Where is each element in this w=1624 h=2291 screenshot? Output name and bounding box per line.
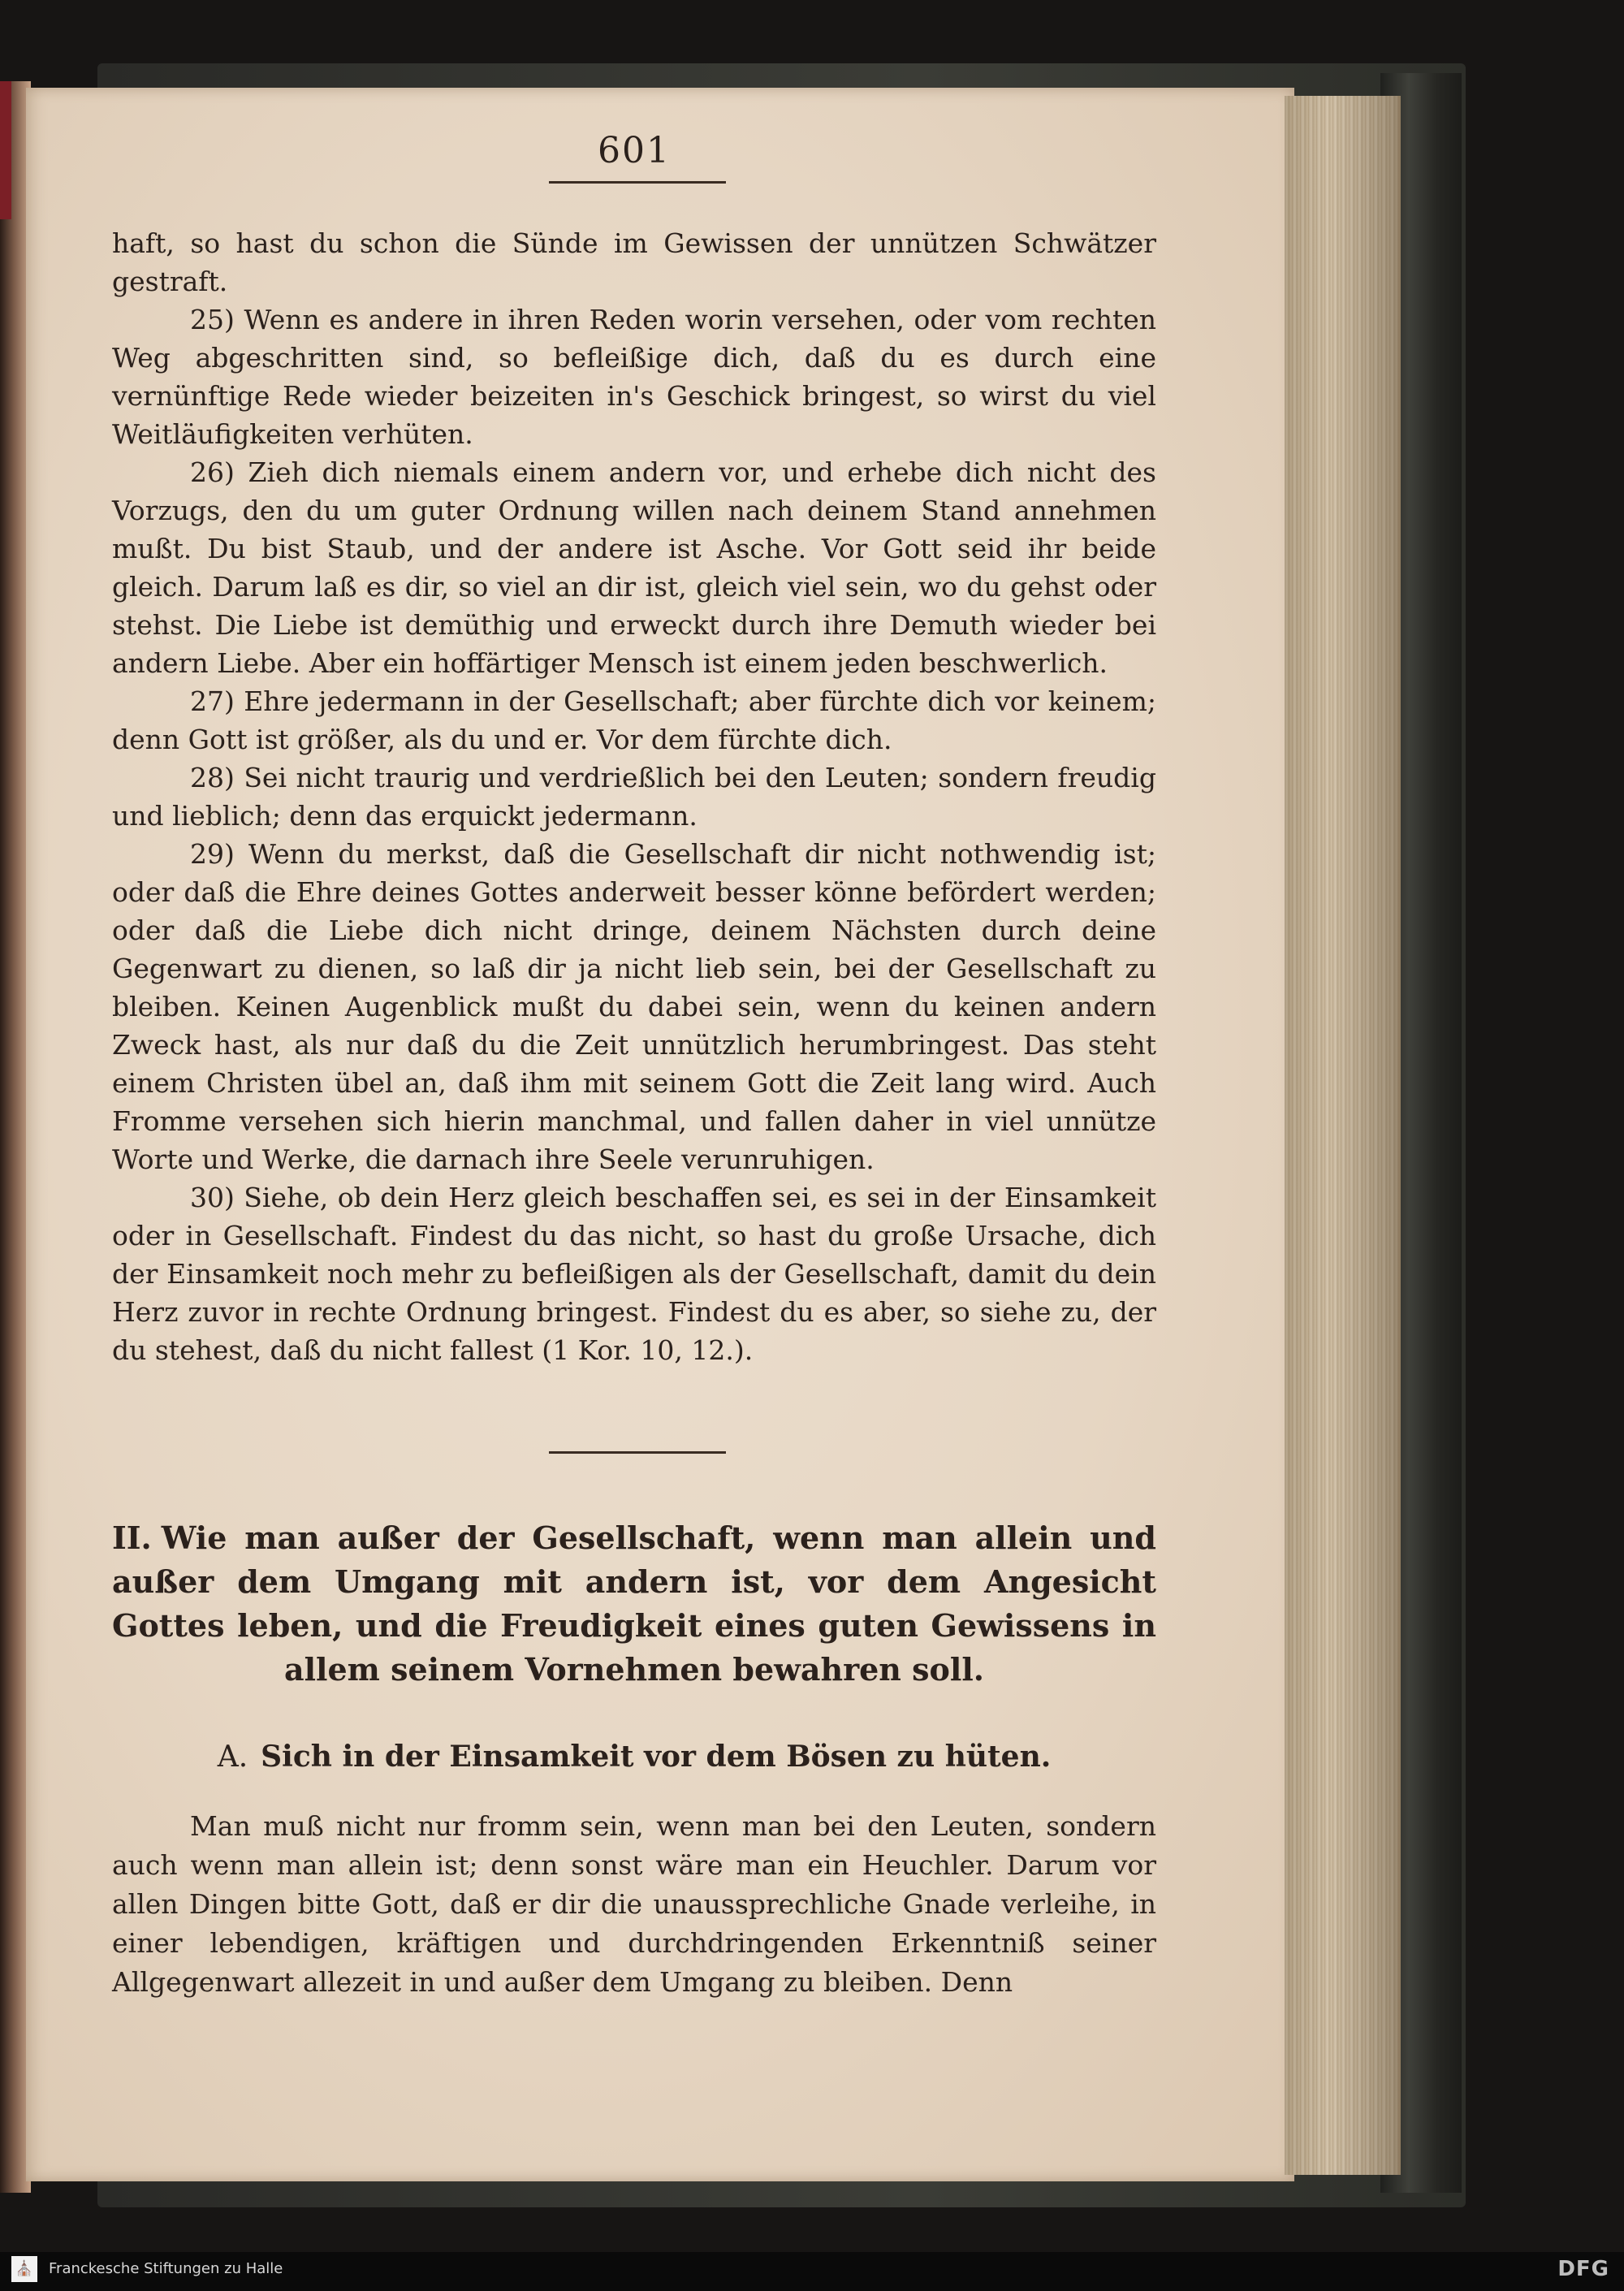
footer-institution: Franckesche Stiftungen zu Halle: [49, 2260, 283, 2277]
body-text: [112, 224, 1156, 1369]
page-number-rule: [549, 181, 726, 184]
section-number: II.: [112, 1519, 152, 1556]
subsection-paragraph: Man muß nicht nur fromm sein, wenn man bei den Leuten, sondern auch wenn man allein ist; denn sonst wäre man ein Heuchler. Darum vor allen Dingen bitte Gott, daß er dir die unaussprechliche Gnade verleihe, in einer lebendigen, kräftigen und durchdringenden Erkenntniß seiner Allgegenwart allezeit in und außer dem Umgang zu bleiben. Denn: [112, 1810, 1156, 1998]
section-divider: [549, 1451, 726, 1454]
page-number: 601: [598, 130, 671, 171]
paragraph-continuation: haft, so hast du schon die Sünde im Gewissen der unnützen Schwätzer gestraft.: [112, 227, 1156, 297]
section-title: Wie man außer der Gesellschaft, wenn man allein und außer dem Umgang mit andern ist, vor dem Angesicht Gottes leben, und die Freudigkeit eines guten Gewissens in allem seinem Vornehmen bewahren soll.: [112, 1519, 1156, 1688]
subsection-title: Sich in der Einsamkeit vor dem Bösen zu hüten.: [261, 1740, 1052, 1774]
subsection-heading: [112, 1740, 1156, 1774]
paragraph-30: 30) Siehe, ob dein Herz gleich beschaffen sei, es sei in der Einsamkeit oder in Gesellschaft. Findest du das nicht, so hast du große Ursache, dich der Einsamkeit noch mehr zu befleißigen als der Gesellschaft, damit du dein Herz zuvor in rechte Ordnung bringest. Findest du es aber, so siehe zu, der du stehest, daß du nicht fallest (1 Kor. 10, 12.).: [112, 1182, 1156, 1366]
paragraph-26: 26) Zieh dich niemals einem andern vor, und erhebe dich nicht des Vorzugs, den du um guter Ordnung willen nach deinem Stand annehmen mußt. Du bist Staub, und der andere ist Asche. Vor Gott seid ihr beide gleich. Darum laß es dir, so viel an dir ist, gleich viel sein, wo du gehst oder stehst. Die Liebe ist demüthig und erweckt durch ihre Demuth wieder bei andern Liebe. Aber ein hoffärtiger Mensch ist einem jeden beschwerlich.: [112, 456, 1156, 679]
dfg-logo: DFG: [1557, 2257, 1609, 2281]
paragraph-27: 27) Ehre jedermann in der Gesellschaft; aber fürchte dich vor keinem; denn Gott ist größer, als du und er. Vor dem fürchte dich.: [112, 685, 1156, 755]
paragraph-28: 28) Sei nicht traurig und verdrießlich bei den Leuten; sondern freudig und lieblich; denn das erquickt jedermann.: [112, 762, 1156, 832]
francke-foundation-logo-icon: ⛪: [11, 2256, 37, 2282]
paragraph-25: 25) Wenn es andere in ihren Reden worin versehen, oder vom rechten Weg abgeschritten sind, so befleißige dich, daß du es durch eine vernünftige Rede wieder beizeiten in's Geschick bringest, so wirst du viel Weitläufigkeiten verhüten.: [112, 304, 1156, 450]
subsection-letter: A.: [217, 1740, 248, 1774]
page-stack-shadow: [1285, 96, 1398, 2175]
bookmark-ribbon: [0, 81, 11, 219]
section-heading: [112, 1516, 1156, 1692]
paragraph-29: 29) Wenn du merkst, daß die Gesellschaft dir nicht nothwendig ist; oder daß die Ehre deines Gottes anderweit besser könne befördert werden; oder daß die Liebe dich nicht dringe, deinem Nächsten durch deine Gegenwart zu dienen, so laß dir ja nicht lieb sein, bei der Gesellschaft zu bleiben. Keinen Augenblick mußt du dabei sein, wenn du keinen andern Zweck hast, als nur daß du die Zeit unnützlich herumbringest. Das steht einem Christen übel an, daß ihm mit seinem Gott die Zeit lang wird. Auch Fromme versehen sich hierin manchmal, und fallen daher in viel unnütze Worte und Werke, die darnach ihre Seele verunruhigen.: [112, 838, 1156, 1175]
